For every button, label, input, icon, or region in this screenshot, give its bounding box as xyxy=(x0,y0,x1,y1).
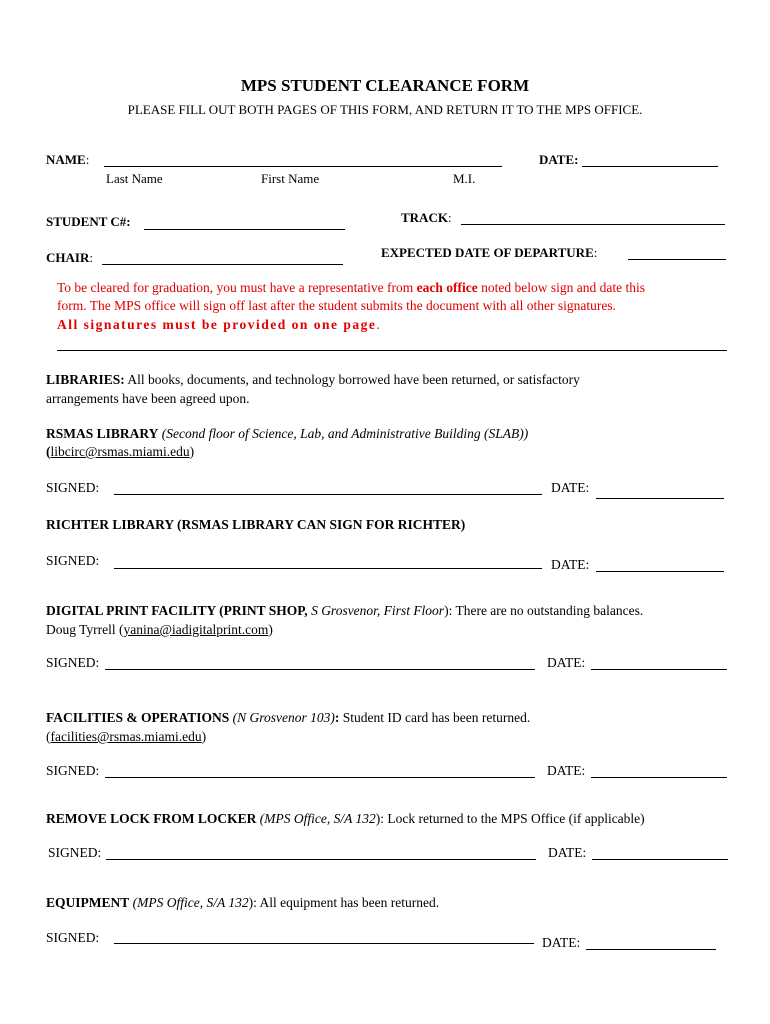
facilities-signature-field[interactable] xyxy=(105,777,535,778)
print-heading-line xyxy=(46,603,643,619)
facilities-location: (N Grosvenor 103) xyxy=(229,710,335,725)
rsmas-open-paren: ( xyxy=(46,444,51,459)
notice-line-1 xyxy=(57,280,645,296)
facilities-open-paren: ( xyxy=(46,729,51,744)
print-date-label: DATE: xyxy=(547,655,586,670)
track-colon: : xyxy=(447,210,452,225)
locker-signature-field[interactable] xyxy=(106,859,536,860)
notice-period: . xyxy=(376,317,380,332)
libraries-line-1 xyxy=(46,372,580,388)
equipment-heading: EQUIPMENT xyxy=(46,895,130,910)
chair-colon: : xyxy=(89,250,93,265)
notice-line-3 xyxy=(57,316,380,334)
rsmas-library-heading-line xyxy=(46,426,528,442)
notice-emphasis: All signatures must be provided on one page xyxy=(57,317,377,332)
equipment-signed-label: SIGNED: xyxy=(46,930,100,945)
print-signature-field[interactable] xyxy=(105,669,535,670)
first-name-caption: First Name xyxy=(261,171,320,186)
rsmas-date-field[interactable] xyxy=(596,498,724,499)
chair-field[interactable] xyxy=(102,264,343,265)
richter-heading: RICHTER LIBRARY (RSMAS LIBRARY CAN SIGN FOR RICHTER) xyxy=(46,517,466,532)
facilities-close-paren: ) xyxy=(201,729,207,744)
facilities-colon: : xyxy=(334,710,340,725)
facilities-text: Student ID card has been returned. xyxy=(339,710,531,725)
rsmas-close-paren: ) xyxy=(189,444,195,459)
libraries-heading: LIBRARIES: xyxy=(46,372,125,387)
name-label-group xyxy=(46,152,89,168)
print-heading: DIGITAL PRINT FACILITY (PRINT SHOP, xyxy=(46,603,312,618)
richter-signature-field[interactable] xyxy=(114,568,542,569)
facilities-date-label: DATE: xyxy=(547,763,586,778)
richter-date-field[interactable] xyxy=(596,571,724,572)
facilities-date-field[interactable] xyxy=(591,777,727,778)
track-field[interactable] xyxy=(461,224,725,225)
name-label: NAME xyxy=(46,152,86,167)
equipment-location: (MPS Office, S/A 132 xyxy=(132,895,249,910)
departure-field[interactable] xyxy=(628,259,726,260)
notice-text-2: noted below sign and date this xyxy=(477,280,645,295)
facilities-email-link[interactable]: facilities@rsmas.miami.edu xyxy=(50,729,202,744)
notice-bold: each office xyxy=(416,280,478,295)
rsmas-date-label: DATE: xyxy=(551,480,590,495)
libraries-line-2: arrangements have been agreed upon. xyxy=(46,391,250,406)
track-label: TRACK xyxy=(401,210,448,225)
rsmas-email-link[interactable]: libcirc@rsmas.miami.edu xyxy=(50,444,190,459)
print-date-field[interactable] xyxy=(591,669,727,670)
locker-heading: REMOVE LOCK FROM LOCKER xyxy=(46,811,257,826)
print-close-paren: ) xyxy=(268,622,273,637)
richter-signed-label: SIGNED: xyxy=(46,553,100,568)
facilities-heading-line xyxy=(46,710,530,726)
locker-location: (MPS Office, S/A 132 xyxy=(259,811,376,826)
notice-line-2: form. The MPS office will sign off last after the student submits the document with all other signatures. xyxy=(57,298,617,313)
student-id-field[interactable] xyxy=(144,229,345,230)
equipment-date-label: DATE: xyxy=(542,935,581,950)
rsmas-signature-field[interactable] xyxy=(114,494,542,495)
facilities-signed-label: SIGNED: xyxy=(46,763,100,778)
rsmas-signed-label: SIGNED: xyxy=(46,480,100,495)
print-location: S Grosvenor, First Floor xyxy=(311,603,445,618)
equipment-heading-line xyxy=(46,895,439,911)
locker-heading-line xyxy=(46,811,645,827)
name-colon: : xyxy=(85,152,90,167)
rsmas-heading: RSMAS LIBRARY xyxy=(46,426,159,441)
date-field[interactable] xyxy=(582,166,718,167)
locker-date-label: DATE: xyxy=(548,845,587,860)
last-name-caption: Last Name xyxy=(106,171,163,186)
rsmas-detail: (Second floor of Science, Lab, and Administrative Building (SLAB)) xyxy=(161,426,529,441)
departure-colon: : xyxy=(593,245,598,260)
section-divider xyxy=(57,350,727,351)
print-contact-line xyxy=(46,622,273,638)
name-field[interactable] xyxy=(104,166,502,167)
facilities-heading: FACILITIES & OPERATIONS xyxy=(46,710,230,725)
equipment-signature-field[interactable] xyxy=(114,943,534,944)
form-subtitle: PLEASE FILL OUT BOTH PAGES OF THIS FORM, AND RETURN IT TO THE MPS OFFICE. xyxy=(127,102,643,117)
print-signed-label: SIGNED: xyxy=(46,655,100,670)
facilities-email-line xyxy=(46,729,206,745)
locker-date-field[interactable] xyxy=(592,859,728,860)
student-label: STUDENT C#: xyxy=(46,214,131,229)
print-contact: Doug Tyrrell ( xyxy=(46,622,124,637)
libraries-text-1: All books, documents, and technology borrowed have been returned, or satisfactory xyxy=(124,372,580,387)
locker-text: ): Lock returned to the MPS Office (if applicable) xyxy=(375,811,645,826)
equipment-text: ): All equipment has been returned. xyxy=(248,895,440,910)
mi-caption: M.I. xyxy=(453,171,476,186)
notice-text-1: To be cleared for graduation, you must have a representative from xyxy=(57,280,417,295)
print-email-link[interactable]: yanina@iadigitalprint.com xyxy=(123,622,269,637)
form-title: MPS STUDENT CLEARANCE FORM xyxy=(240,76,530,95)
date-label: DATE: xyxy=(539,152,579,167)
richter-date-label: DATE: xyxy=(551,557,590,572)
equipment-date-field[interactable] xyxy=(586,949,716,950)
print-text: ): There are no outstanding balances. xyxy=(444,603,644,618)
chair-label-group xyxy=(46,250,93,266)
chair-label: CHAIR xyxy=(46,250,90,265)
rsmas-email-line xyxy=(46,444,194,460)
track-label-group xyxy=(401,210,452,226)
departure-label-group xyxy=(381,245,597,261)
locker-signed-label: SIGNED: xyxy=(48,845,102,860)
departure-label: EXPECTED DATE OF DEPARTURE xyxy=(381,245,594,260)
